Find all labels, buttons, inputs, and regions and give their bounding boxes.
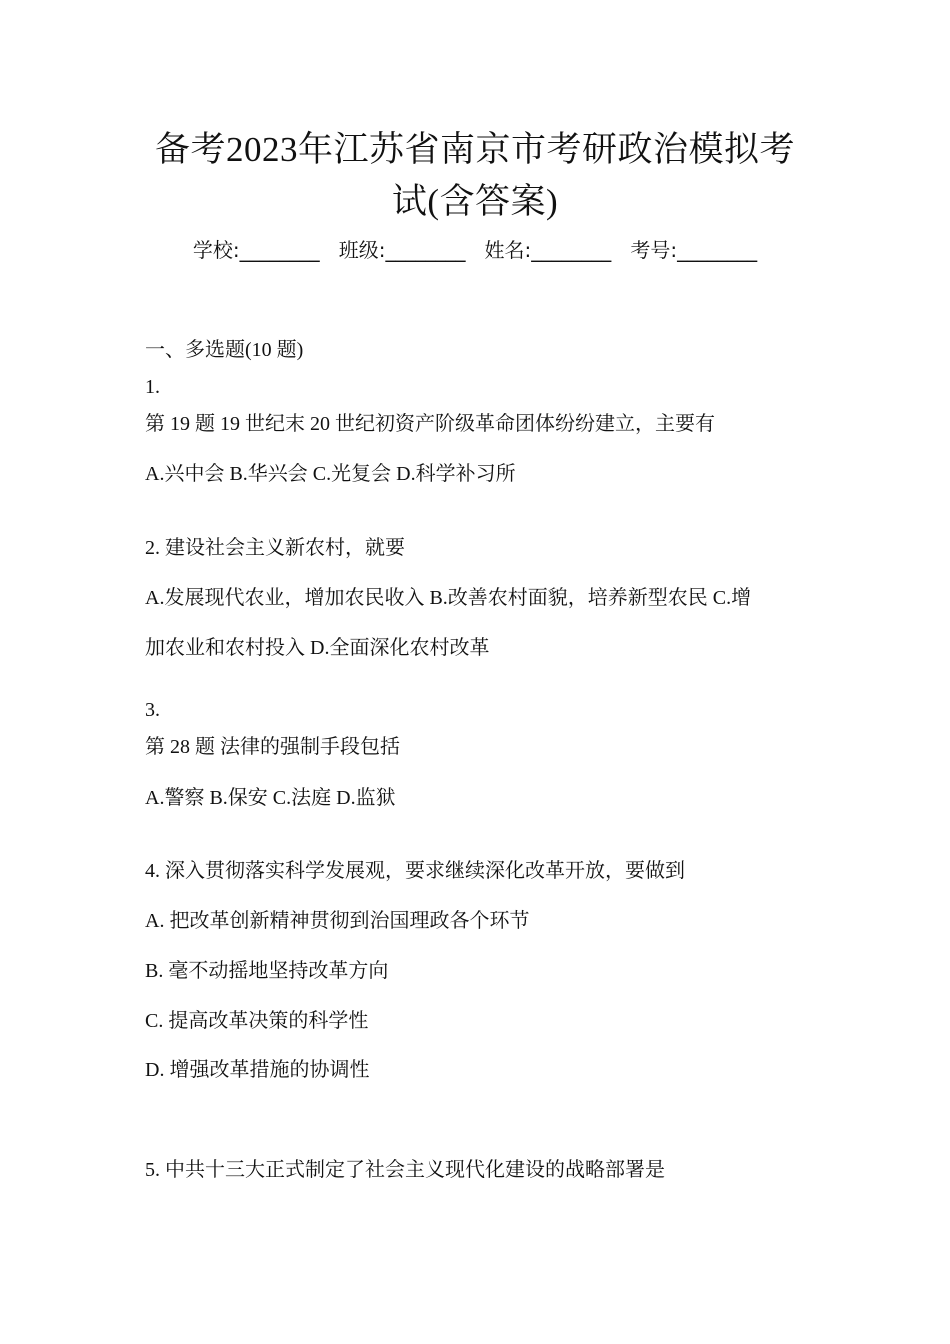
question-2-stem: 2. 建设社会主义新农村，就要 <box>145 537 405 559</box>
question-2-options-line-1: A.发展现代农业，增加农民收入 B.改善农村面貌，培养新型农民 C.增 <box>145 587 752 609</box>
question-3-number: 3. <box>145 699 160 721</box>
question-1-number: 1. <box>145 376 160 398</box>
student-info-line <box>0 236 950 264</box>
question-2-options-line-2: 加农业和农村投入 D.全面深化农村改革 <box>145 637 490 659</box>
question-4-stem: 4. 深入贯彻落实科学发展观，要求继续深化改革开放，要做到 <box>145 860 685 882</box>
question-5-stem: 5. 中共十三大正式制定了社会主义现代化建设的战略部署是 <box>145 1159 665 1181</box>
exam-number-field: 考号:________ <box>630 238 758 262</box>
question-1-stem: 第 19 题 19 世纪末 20 世纪初资产阶级革命团体纷纷建立，主要有 <box>145 413 715 435</box>
class-field: 班级:________ <box>338 238 466 262</box>
question-4-option-d: D. 增强改革措施的协调性 <box>145 1059 370 1081</box>
title-line-2: 试(含答案) <box>391 182 559 221</box>
name-field: 姓名:________ <box>484 238 612 262</box>
question-3-options: A.警察 B.保安 C.法庭 D.监狱 <box>145 787 396 809</box>
section-heading: 一、多选题(10 题) <box>145 339 304 361</box>
question-4-option-a: A. 把改革创新精神贯彻到治国理政各个环节 <box>145 910 530 932</box>
question-3-stem: 第 28 题 法律的强制手段包括 <box>145 736 400 758</box>
question-4-option-c: C. 提高改革决策的科学性 <box>145 1010 369 1032</box>
document-title <box>130 124 820 228</box>
question-4-option-b: B. 毫不动摇地坚持改革方向 <box>145 960 389 982</box>
title-line-1: 备考2023年江苏省南京市考研政治模拟考 <box>154 130 795 169</box>
question-1-options: A.兴中会 B.华兴会 C.光复会 D.科学补习所 <box>145 463 516 485</box>
school-field: 学校:________ <box>192 238 320 262</box>
